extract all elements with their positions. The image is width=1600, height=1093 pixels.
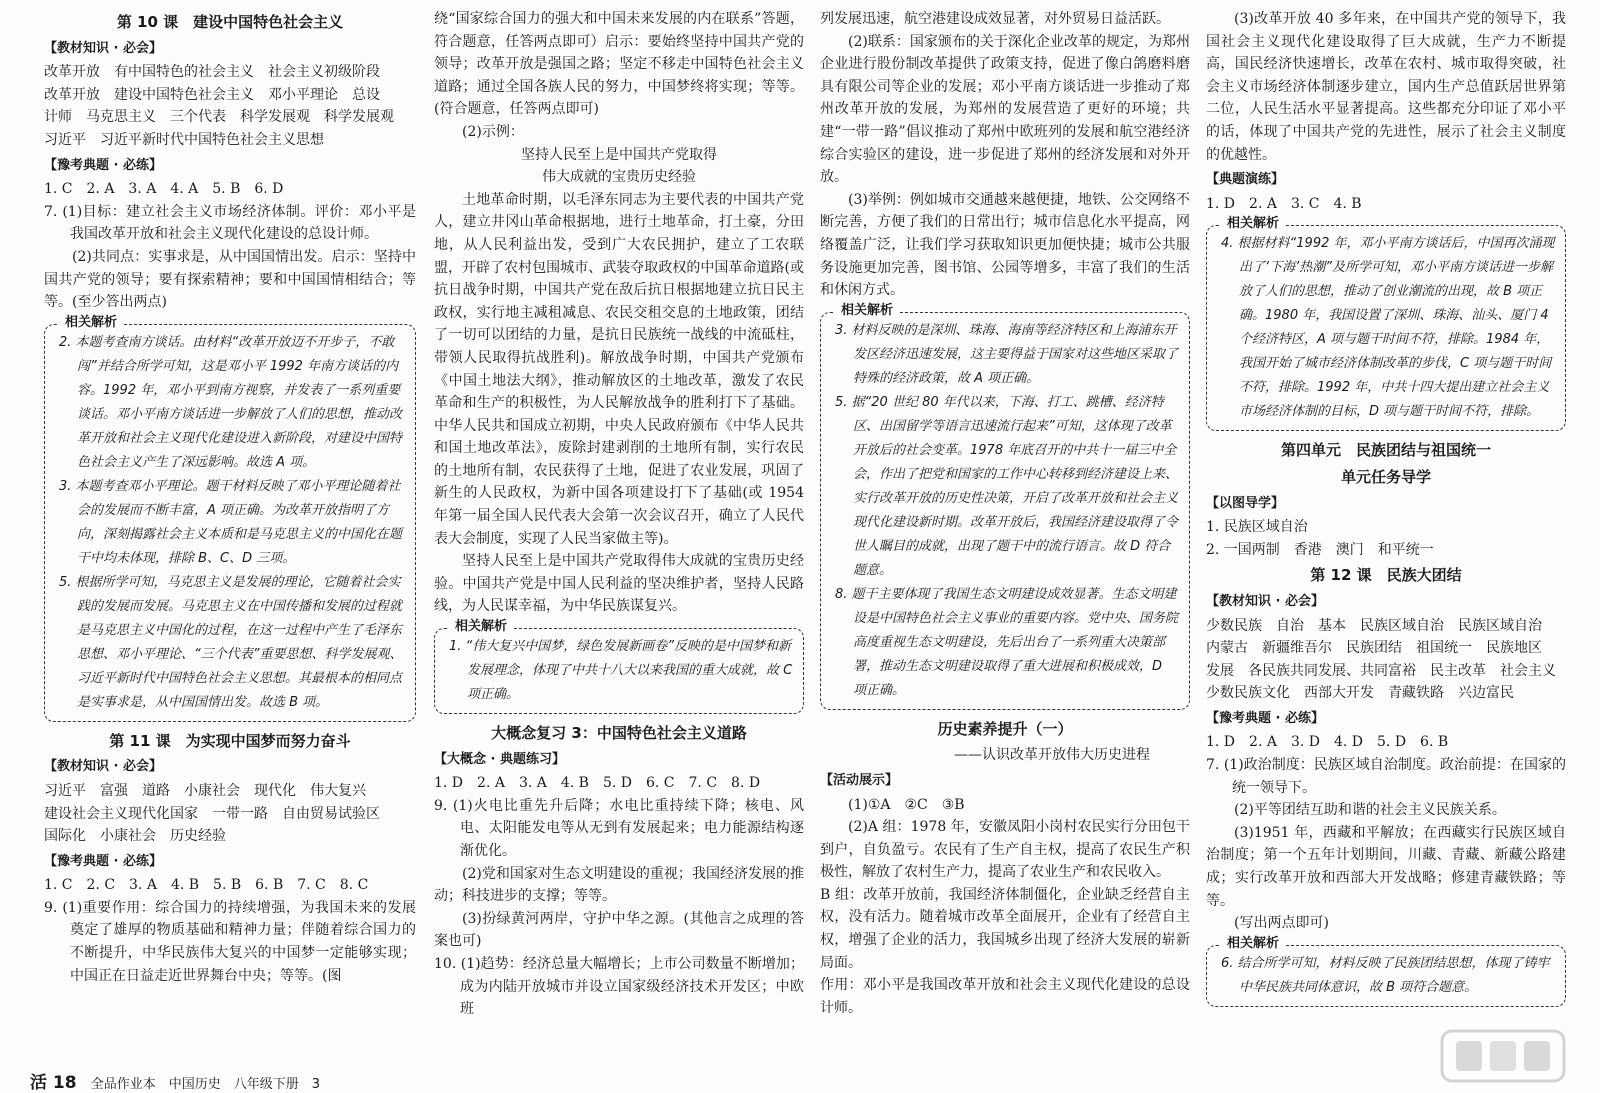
essay-paragraph: 土地革命时期，以毛泽东同志为主要代表的中国共产党人，建立井冈山革命根据地，进行土地革命，打土豪，分田地，从人民利益出发，受到广大农民拥护，建立了工农联盟，开辟了农村包围城市、武装夺取政权的中国革命道路(或抗日战争时期，中国共产党在敌后抗日根据地建立抗日民主政权，实行地主减租减息、农民交租交息的土地政策，团结了一切可以团结的力量，是抗日民族统一战线的中流砥柱，带领人民取得抗战胜利)。解放战争时期，中国共产党颁布《中国土地法大纲》，推动解放区的土地改革，激发了农民革命和生产的积极性，为人民解放战争的胜利打下了基础。中华人民共和国成立初期，中央人民政府颁布《中华人民共和国土地改革法》，废除封建剥削的土地所有制，实行农民的土地所有制，农民获得了土地，促进了农业发展，巩固了新生的人民政权，为新中国各项建设打下了基础(或 1954 年第一届全国人民代表大会第一次会议召开，确立了人民代表大会制度，实现了人民当家做主等)。 (434, 191, 804, 547)
answer-line: 1. D 2. A 3. A 4. B 5. D 6. C 7. C 8. D (434, 775, 761, 792)
keyword-line: 少数民族 自治 基本 民族区域自治 民族区域自治 (1206, 617, 1542, 634)
essay-title: 伟大成就的宝贵历史经验 (542, 169, 696, 186)
keyword-line: 发展 各民族共同发展、共同富裕 民主改革 社会主义 (1206, 662, 1556, 679)
analysis-box (820, 302, 1190, 710)
answer-paragraph: 9. (1)重要作用：综合国力的持续增强，为我国未来的发展奠定了雄厚的物质基础和精神力量；伴随着综合国力的不断提升，中华民族伟大复兴的中国梦一定能够实现；中国正在日益走近世界舞台中央；等等。(图 (44, 899, 416, 984)
literacy-subtitle: ——认识改革开放伟大历史进程 (954, 747, 1150, 764)
section-heading: 【豫考典题 · 必练】 (44, 853, 162, 869)
watermark-logo-icon (1438, 1025, 1568, 1087)
analysis-box (44, 314, 416, 722)
answer-paragraph: (写出两点即可) (1234, 915, 1329, 932)
keyword-line: 内蒙古 新疆维吾尔 民族团结 祖国统一 民族地区 (1206, 640, 1542, 657)
answer-line: (1)①A ②C ③B (848, 796, 965, 813)
answer-paragraph: (2)党和国家对生态文明建设的重视；我国经济发展的推动；科技进步的支撑；等等。 (434, 865, 804, 905)
literacy-title: 历史素养提升（一） (937, 719, 1073, 738)
answer-paragraph: (3)举例：例如城市交通越来越便捷，地铁、公交网络不断完善，方便了我们的日常出行；城市信息化水平提高，网络覆盖广泛，让我们学习获取知识更加便快捷；城市公共服务设施更加完善，图书馆、公园等增多，丰富了我们的生活和休闲方式。 (820, 191, 1190, 299)
analysis-item: 1. “伟大复兴中国梦，绿色发展新画卷”反映的是中国梦和新发展理念，体现了中共十八大以来我国的重大成就，故 C 项正确。 (449, 639, 793, 703)
page-footer (30, 1068, 320, 1093)
answer-paragraph: (2)联系：国家颁布的关于深化企业改革的规定，为郑州企业进行股份制改革提供了政策支持，促进了像白鸽磨料磨具有限公司等企业的发展；邓小平南方谈话进一步推动了郑州改革开放的发展，为郑州的发展营造了更好的环境；共建“一带一路”倡议推动了郑州中欧班列的发展和航空港经济综合实验区的建设，进一步促进了郑州的经济发展和对外开放。 (820, 33, 1190, 186)
answer-paragraph: 列发展迅速，航空港建设成效显著，对外贸易日益活跃。 (820, 11, 1170, 27)
keyword-line: 少数民族文化 西部大开发 青藏铁路 兴边富民 (1206, 685, 1514, 702)
analysis-box (434, 619, 804, 714)
answer-line: 1. C 2. A 3. A 4. A 5. B 6. D (44, 181, 284, 198)
lesson-12-title: 第 12 课 民族大团结 (1310, 566, 1462, 585)
answer-paragraph: B 组：改革开放前，我国经济体制僵化，企业缺乏经营自主权，没有活力。随着城市改革全面展开，企业有了经营自主权，增强了企业的活力，我国城乡出现了经济大发展的崭新局面。 (820, 886, 1190, 971)
column-1 (44, 8, 416, 1079)
analysis-box-title: 相关解析 (1221, 214, 1285, 234)
section-heading: 【教材知识 · 必会】 (44, 759, 162, 775)
analysis-item: 5. 根据所学可知，马克思主义是发展的理论，它随着社会实践的发展而发展。马克思主义在中国传播和发展的过程就是马克思主义中国化的过程，在这一过程中产生了毛泽东思想、邓小平理论、“三个代表”重要思想、科学发展观、习近平新时代中国特色社会主义思想。其最根本的相同点是实事求是，从中国国情出发。故选 B 项。 (59, 574, 403, 710)
answer-paragraph: (2)示例： (462, 123, 524, 140)
answer-paragraph: (3)1951 年，西藏和平解放；在西藏实行民族区域自治制度；第一个五年计划期间，川藏、青藏、新藏公路建成；实行改革开放和西部大开发战略；修建青藏铁路；等等。 (1206, 824, 1566, 909)
answer-paragraph: 7. (1)目标：建立社会主义市场经济体制。评价：邓小平是我国改革开放和社会主义现代化建设的总设计师。 (44, 203, 416, 243)
section-heading: 【豫考典题 · 必练】 (1206, 710, 1324, 726)
answer-line: 2. 一国两制 香港 澳门 和平统一 (1206, 541, 1434, 558)
keyword-line: 国际化 小康社会 历史经验 (44, 828, 226, 845)
answer-paragraph: 绕“国家综合国力的强大和中国未来发展的内在联系”答题，符合题意，任答两点即可）启示：要始终坚持中国共产党的领导；改革开放是强国之路；坚定不移走中国特色社会主义道路；通过全国各族人民的努力，中国梦终将实现；等等。(符合题意，任答两点即可) (434, 11, 804, 118)
section-heading: 【活动展示】 (820, 772, 899, 788)
answer-paragraph: (3)扮绿黄河两岸，守护中华之源。(其他言之成理的答案也可) (434, 910, 804, 950)
keyword-line: 改革开放 建设中国特色社会主义 邓小平理论 总设 (44, 86, 380, 103)
section-heading: 【教材知识 · 必会】 (44, 40, 162, 56)
essay-title: 坚持人民至上是中国共产党取得 (521, 146, 717, 163)
answer-line: 1. 民族区域自治 (1206, 519, 1308, 536)
analysis-box-title: 相关解析 (835, 301, 899, 321)
analysis-item: 3. 本题考查邓小平理论。题干材料反映了邓小平理论随着社会的发展而不断丰富，A 项正确。为改革开放指明了方向，深刻揭露社会主义本质和是马克思主义的中国化在题干中均未体现，排除 B、C、D 三项。 (59, 478, 403, 566)
keyword-line: 计师 马克思主义 三个代表 科学发展观 科学发展观 (44, 109, 394, 126)
answer-paragraph: 7. (1)政治制度：民族区域自治制度。政治前提：在国家的统一领导下。 (1206, 757, 1566, 796)
answer-line: 1. D 2. A 3. D 4. D 5. D 6. B (1206, 734, 1449, 751)
analysis-box-title: 相关解析 (449, 617, 513, 637)
column-2 (434, 8, 804, 1079)
analysis-box (1206, 935, 1566, 1007)
lesson-10-title: 第 10 课 建设中国特色社会主义 (116, 13, 344, 31)
keyword-line: 改革开放 有中国特色的社会主义 社会主义初级阶段 (44, 64, 380, 81)
answer-line: 1. D 2. A 3. C 4. B (1206, 195, 1362, 212)
unit-subtitle: 单元任务导学 (1340, 467, 1431, 486)
answer-line: 1. C 2. C 3. A 4. B 5. B 6. B 7. C 8. C (44, 877, 369, 894)
keyword-line: 习近平 习近平新时代中国特色社会主义思想 (44, 131, 324, 148)
analysis-box-title: 相关解析 (1221, 934, 1285, 954)
section-heading: 【大概念 · 典题练习】 (434, 751, 565, 767)
answer-paragraph: (2)平等团结互助和谐的社会主义民族关系。 (1234, 802, 1506, 819)
answer-paragraph: 作用：邓小平是我国改革开放和社会主义现代化建设的总设计师。 (820, 977, 1190, 1016)
analysis-box (1206, 216, 1566, 431)
answer-paragraph: 10. (1)趋势：经济总量大幅增长；上市公司数量不断增加；成为内陆开放城市并设立国家级经济技术开发区；中欧班 (434, 955, 804, 1018)
answer-paragraph: (2)共同点：实事求是，从中国国情出发。启示：坚持中国共产党的领导；要有探索精神；要和中国国情相结合；等等。(至少答出两点) (44, 248, 416, 311)
page-number: 活 18 (30, 1073, 77, 1093)
review-title: 大概念复习 3：中国特色社会主义道路 (491, 724, 747, 743)
analysis-item: 5. 据“20 世纪 80 年代以来，下海、打工、跳槽、经济特区、出国留学等语言迅速流行起来”可知，这体现了改革开放后的社会变革。1978 年底召开的中共十一届三中全会，作出了把党和国家的工作中心转移到经济建设上来、实行改革开放的历史性决策，开启了改革开放和社会主义现代化建设新时期。改革开放后，我国经济建设取得了令世人瞩目的成就，出现了题干中的流行语言。故 D 符合题意。 (835, 394, 1179, 578)
analysis-item: 6. 结合所学可知，材料反映了民族团结思想，体现了铸牢中华民族共同体意识，故 B 项符合题意。 (1221, 955, 1550, 995)
column-4 (1206, 8, 1566, 1079)
analysis-item: 3. 材料反映的是深圳、珠海、海南等经济特区和上海浦东开发区经济迅速发展，这主要得益于国家对这些地区采取了特殊的经济政策，故 A 项正确。 (835, 322, 1179, 386)
answer-paragraph: 9. (1)火电比重先升后降；水电比重持续下降；核电、风电、太阳能发电等从无到有发展起来；电力能源结构逐渐优化。 (434, 797, 804, 859)
answer-paragraph: (3)改革开放 40 多年来，在中国共产党的领导下，我国社会主义现代化建设取得了巨大成就，生产力不断提高，国民经济快速增长，改革在农村、城市取得突破，社会主义市场经济体制逐步建立，国内生产总值跃居世界第二位，人民生活水平显著提高。这些都充分印证了邓小平的话，体现了中国共产党的先进性，展示了社会主义制度的优越性。 (1206, 11, 1566, 163)
answer-paragraph: (2)A 组：1978 年，安徽凤阳小岗村农民实行分田包干到户，自负盈亏。农民有了生产自主权，提高了农民生产积极性，解放了农村生产力，提高了农业生产和农民收入。 (820, 819, 1190, 881)
keyword-line: 建设社会主义现代化国家 一带一路 自由贸易试验区 (44, 805, 380, 822)
analysis-box-title: 相关解析 (59, 313, 123, 333)
book-info: 全品作业本 中国历史 八年级下册 3 (90, 1077, 320, 1092)
keyword-line: 习近平 富强 道路 小康社会 现代化 伟大复兴 (44, 782, 366, 799)
lesson-11-title: 第 11 课 为实现中国梦而努力奋斗 (109, 731, 351, 750)
section-heading: 【典题演练】 (1206, 172, 1285, 188)
section-heading: 【以图导学】 (1206, 495, 1285, 511)
section-heading: 【豫考典题 · 必练】 (44, 157, 162, 173)
essay-paragraph: 坚持人民至上是中国共产党取得伟大成就的宝贵历史经验。中国共产党是中国人民利益的坚决维护者，坚持人民路线，为人民谋幸福，为中华民族谋复兴。 (434, 553, 804, 615)
unit-title: 第四单元 民族团结与祖国统一 (1280, 441, 1491, 460)
analysis-item: 2. 本题考查南方谈话。由材料“改革开放迈不开步子，不敢闯”并结合所学可知，这是邓小平 1992 年南方谈话的内容。1992 年，邓小平到南方视察，并发表了一系列重要谈话。邓小平南方谈话进一步解放了人们的思想，推动改革开放和社会主义现代化建设进入新阶段，对建设中国特色社会主义产生了深远影响。故选 A 项。 (59, 334, 403, 470)
column-3 (820, 8, 1190, 1079)
analysis-item: 8. 题干主要体现了我国生态文明建设成效显著。生态文明建设是中国特色社会主义事业的重要内容。党中央、国务院高度重视生态文明建设，先后出台了一系列重大决策部署，推动生态文明建设取得了重大进展和积极成效，D 项正确。 (835, 586, 1179, 698)
section-heading: 【教材知识 · 必会】 (1206, 593, 1324, 609)
analysis-item: 4. 根据材料“1992 年，邓小平南方谈话后，中国再次涌现出了‘下海’热潮”及所学可知，邓小平南方谈话进一步解放了人们的思想，推动了创业潮流的出现，故 B 项正确。1980 年，我国设置了深圳、珠海、汕头、厦门 4 个经济特区，A 项与题干时间不符，排除。1984 年，我国开始了城市经济体制改革的步伐，C 项与题干时间不符，排除。1992 年，中共十四大提出建立社会主义市场经济体制的目标，D 项与题干时间不符，排除。 (1221, 236, 1555, 420)
